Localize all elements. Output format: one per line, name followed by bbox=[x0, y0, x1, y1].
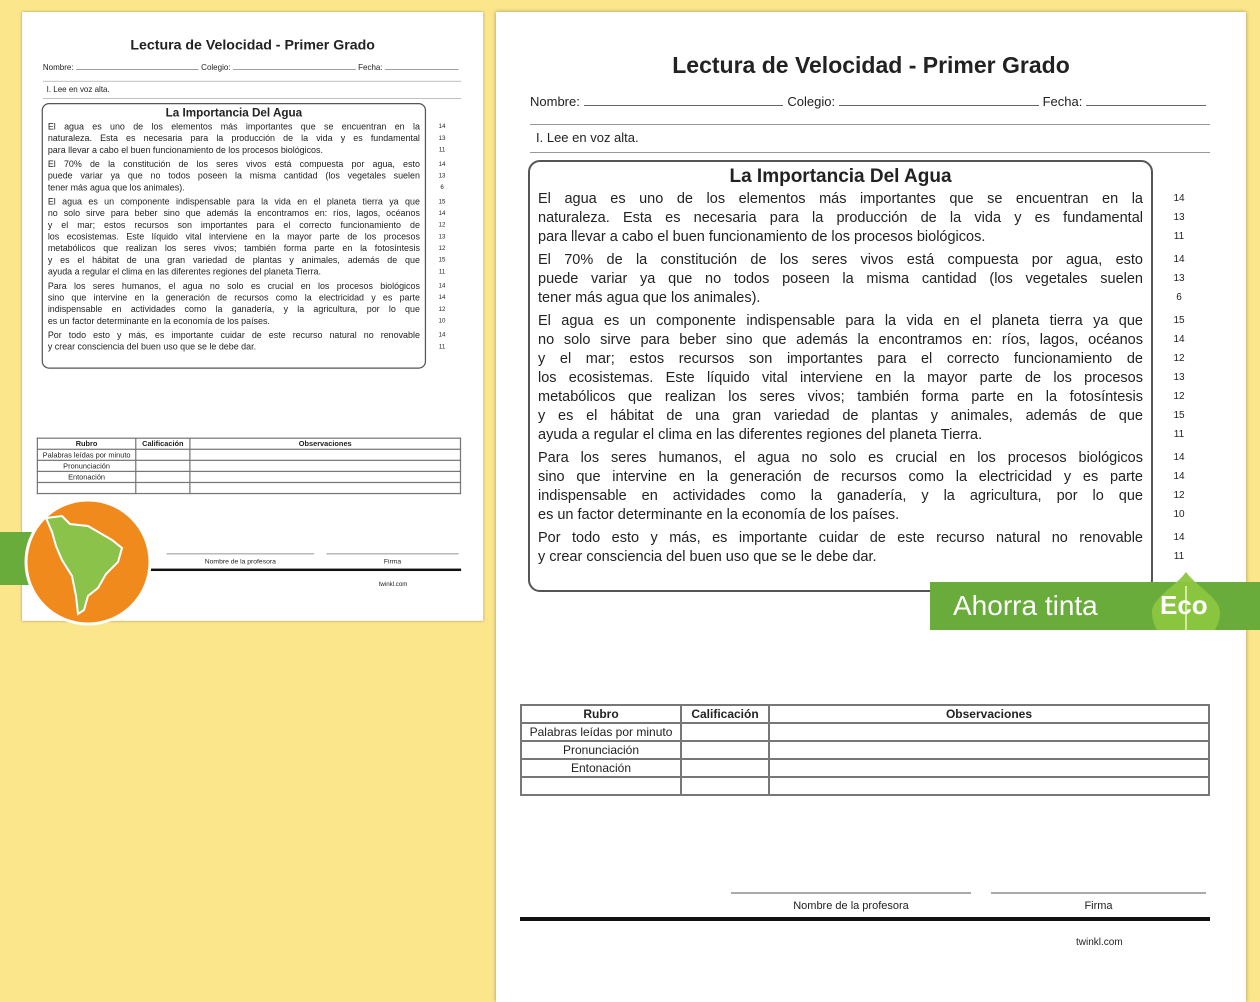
text-line: Para los seres humanos, el agua no solo es crucial en los procesos biológicos bbox=[47, 281, 420, 292]
word-count: 14 bbox=[438, 282, 446, 290]
text-line: tener más agua que los animales). bbox=[47, 182, 185, 193]
word-count: 14 bbox=[1173, 452, 1185, 463]
school-line bbox=[233, 69, 356, 70]
worksheet-preview-large bbox=[496, 12, 1246, 1002]
text-line: los ecosistemas. Este líquido vital interviene en la mayor parte de los procesos bbox=[538, 370, 1143, 386]
text-line: El 70% de la constitución de los seres vivos está compuesta por agua, esto bbox=[47, 159, 420, 170]
word-count: 13 bbox=[1173, 273, 1185, 284]
table-row bbox=[37, 460, 460, 471]
notes-cell bbox=[769, 723, 1209, 741]
header-rubro: Rubro bbox=[521, 705, 681, 723]
ink-saving-label: Ahorra tinta bbox=[953, 590, 1098, 621]
table-row bbox=[37, 449, 460, 460]
student-fields bbox=[530, 94, 1210, 109]
word-count: 13 bbox=[438, 135, 446, 142]
worksheet-title: Lectura de Velocidad - Primer Grado bbox=[672, 52, 1070, 78]
word-count: 13 bbox=[438, 172, 446, 180]
notes-cell bbox=[769, 777, 1209, 795]
table-row bbox=[521, 723, 1209, 741]
rubric-label bbox=[37, 482, 135, 493]
word-count: 6 bbox=[440, 184, 444, 191]
text-line: El 70% de la constitución de los seres vivos está compuesta por agua, esto bbox=[538, 252, 1143, 268]
word-count: 14 bbox=[438, 294, 446, 302]
text-line: y crear consciencia del buen uso que se le debe dar. bbox=[538, 549, 877, 565]
word-count: 12 bbox=[1173, 391, 1185, 402]
word-count: 12 bbox=[1173, 353, 1185, 364]
word-count: 14 bbox=[1173, 532, 1185, 543]
paragraph bbox=[538, 449, 1143, 525]
word-count: 15 bbox=[1173, 315, 1185, 326]
divider bbox=[530, 124, 1210, 125]
word-count: 14 bbox=[1173, 471, 1185, 482]
grade-cell bbox=[136, 471, 190, 482]
reading-box bbox=[528, 160, 1153, 592]
header-calificacion: Calificación bbox=[136, 438, 190, 449]
text-line: para llevar a cabo el buen funcionamiento de los procesos biológicos. bbox=[538, 229, 986, 245]
word-count: 11 bbox=[438, 268, 446, 276]
paragraph bbox=[48, 281, 420, 328]
word-count: 15 bbox=[1173, 410, 1185, 421]
grade-cell bbox=[681, 741, 769, 759]
word-count: 12 bbox=[438, 221, 446, 229]
text-line: naturaleza. Esta es necesaria para la producción de la vida y es fundamental bbox=[538, 210, 1143, 226]
text-line: metabólicos que realizan los seres vivos; también forma parte en la fotosíntesis bbox=[538, 389, 1143, 405]
text-line: indispensable en actividades como la ganadería, y la agricultura, por lo que bbox=[47, 304, 420, 315]
notes-cell bbox=[190, 471, 461, 482]
instruction: I. Lee en voz alta. bbox=[536, 130, 639, 145]
reading-title: La Importancia Del Agua bbox=[729, 166, 952, 187]
header-calificacion: Calificación bbox=[681, 705, 769, 723]
table-row bbox=[521, 759, 1209, 777]
date-line bbox=[1086, 105, 1206, 106]
text-line: indispensable en actividades como la ganadería, y la agricultura, por lo que bbox=[538, 488, 1143, 504]
notes-cell bbox=[769, 759, 1209, 777]
notes-cell bbox=[190, 460, 461, 471]
word-count: 14 bbox=[1173, 193, 1185, 204]
text-line: y el mar; estos recursos son importantes para el correcto funcionamiento de bbox=[47, 220, 420, 231]
table-row bbox=[37, 482, 460, 493]
paragraph bbox=[538, 251, 1143, 308]
rubric-label: Entonación bbox=[37, 471, 135, 482]
text-line: El agua es uno de los elementos más importantes que se encuentran en la bbox=[538, 191, 1143, 207]
text-line: no solo sirve para beber sino que además la encontramos en: ríos, lagos, océanos bbox=[47, 208, 420, 219]
divider bbox=[530, 152, 1210, 153]
school-line bbox=[839, 105, 1039, 106]
word-count: 13 bbox=[1173, 372, 1185, 383]
worksheet-title: Lectura de Velocidad - Primer Grado bbox=[130, 36, 375, 53]
signature-line: Firma bbox=[326, 553, 458, 565]
south-america-badge-icon bbox=[22, 496, 154, 628]
student-fields bbox=[43, 62, 461, 71]
word-count: 11 bbox=[438, 343, 446, 351]
text-line: y el mar; estos recursos son importantes para el correcto funcionamiento de bbox=[538, 351, 1143, 367]
text-line: Por todo esto y más, es importante cuidar de este recurso natural no renovable bbox=[538, 530, 1143, 546]
instruction: I. Lee en voz alta. bbox=[46, 84, 110, 94]
grade-cell bbox=[681, 723, 769, 741]
text-line: es un factor determinante en la economía de los países. bbox=[47, 316, 270, 327]
rubric-label: Palabras leídas por minuto bbox=[521, 723, 681, 741]
word-count: 12 bbox=[1173, 490, 1185, 501]
school-label: Colegio: bbox=[787, 94, 836, 109]
name-label: Nombre: bbox=[530, 94, 580, 109]
text-line: El agua es uno de los elementos más importantes que se encuentran en la bbox=[47, 122, 420, 132]
word-count: 11 bbox=[1173, 231, 1185, 242]
paragraph bbox=[538, 529, 1143, 567]
grade-cell bbox=[136, 460, 190, 471]
eco-label: Eco bbox=[1160, 590, 1208, 620]
word-count: 10 bbox=[438, 317, 446, 325]
paragraph bbox=[538, 190, 1143, 247]
word-count: 14 bbox=[1173, 254, 1185, 265]
text-line: ayuda a regular el clima en las diferentes regiones del planeta Tierra. bbox=[538, 427, 983, 443]
paragraph bbox=[48, 330, 420, 353]
footer-url: twinkl.com bbox=[1076, 937, 1123, 948]
footer-url: twinkl.com bbox=[378, 580, 408, 588]
table-row bbox=[521, 777, 1209, 795]
word-count: 12 bbox=[438, 245, 446, 252]
word-count: 10 bbox=[1173, 509, 1185, 520]
text-line: sino que intervine en la generación de recursos como la electricidad y es parte bbox=[47, 293, 420, 303]
word-count: 11 bbox=[1173, 429, 1185, 440]
text-line: puede variar ya que no todos poseen la misma cantidad (los vegetales suelen bbox=[538, 271, 1143, 287]
paragraph bbox=[538, 312, 1143, 445]
divider bbox=[43, 98, 461, 99]
word-count: 14 bbox=[438, 160, 446, 168]
word-count: 14 bbox=[438, 123, 446, 131]
word-count: 11 bbox=[438, 146, 446, 154]
teacher-name-line: Nombre de la profesora bbox=[167, 553, 315, 565]
text-line: y es el hábitat de una gran variedad de plantas y animales, además de que bbox=[47, 255, 420, 266]
grade-cell bbox=[681, 759, 769, 777]
footer-rule bbox=[520, 917, 1210, 921]
reading-title: La Importancia Del Agua bbox=[165, 106, 303, 120]
rubric-label: Palabras leídas por minuto bbox=[37, 449, 135, 460]
school-label: Colegio: bbox=[201, 62, 231, 72]
word-count: 14 bbox=[1173, 334, 1185, 345]
header-rubro: Rubro bbox=[37, 438, 135, 449]
rubric-table bbox=[37, 438, 461, 495]
grade-cell bbox=[136, 482, 190, 493]
text-line: metabólicos que realizan los seres vivos; también forma parte en la fotosíntesis bbox=[47, 243, 420, 254]
date-label: Fecha: bbox=[1042, 94, 1083, 109]
date-line bbox=[385, 69, 459, 70]
date-label: Fecha: bbox=[358, 62, 383, 72]
word-count: 13 bbox=[438, 233, 446, 241]
text-line: puede variar ya que no todos poseen la misma cantidad (los vegetales suelen bbox=[47, 171, 420, 182]
word-count: 15 bbox=[438, 256, 446, 264]
header-observaciones: Observaciones bbox=[769, 705, 1209, 723]
word-count: 11 bbox=[1173, 551, 1185, 562]
text-line: El agua es un componente indispensable para la vida en el planeta tierra ya que bbox=[538, 313, 1143, 329]
text-line: para llevar a cabo el buen funcionamiento de los procesos biológicos. bbox=[47, 145, 323, 156]
text-line: y crear consciencia del buen uso que se le debe dar. bbox=[47, 342, 257, 353]
rubric-table bbox=[520, 704, 1210, 796]
rubric-label bbox=[521, 777, 681, 795]
notes-cell bbox=[190, 449, 461, 460]
text-line: naturaleza. Esta es necesaria para la producción de la vida y es fundamental bbox=[47, 133, 420, 144]
table-row bbox=[37, 471, 460, 482]
word-count: 13 bbox=[1173, 212, 1185, 223]
text-line: Por todo esto y más, es importante cuidar de este recurso natural no renovable bbox=[47, 330, 420, 341]
notes-cell bbox=[190, 482, 461, 493]
word-count: 14 bbox=[438, 210, 446, 217]
table-row bbox=[521, 741, 1209, 759]
name-line bbox=[76, 69, 199, 70]
word-count: 15 bbox=[438, 198, 446, 206]
name-line bbox=[584, 105, 784, 106]
word-count: 12 bbox=[438, 305, 446, 313]
paragraph bbox=[48, 121, 420, 156]
teacher-name-line: Nombre de la profesora bbox=[731, 892, 971, 912]
rubric-label: Pronunciación bbox=[37, 460, 135, 471]
text-line: los ecosistemas. Este líquido vital interviene en la mayor parte de los procesos bbox=[47, 232, 420, 243]
rubric-label: Entonación bbox=[521, 759, 681, 777]
paragraph bbox=[48, 159, 420, 194]
text-line: tener más agua que los animales). bbox=[538, 290, 761, 306]
text-line: y es el hábitat de una gran variedad de plantas y animales, además de que bbox=[538, 408, 1143, 424]
text-line: es un factor determinante en la economía de los países. bbox=[538, 507, 900, 523]
divider bbox=[43, 81, 461, 82]
reading-box bbox=[42, 103, 426, 369]
text-line: Para los seres humanos, el agua no solo es crucial en los procesos biológicos bbox=[538, 450, 1143, 466]
text-line: ayuda a regular el clima en las diferentes regiones del planeta Tierra. bbox=[47, 267, 321, 278]
notes-cell bbox=[769, 741, 1209, 759]
paragraph bbox=[48, 197, 420, 279]
rubric-label: Pronunciación bbox=[521, 741, 681, 759]
name-label: Nombre: bbox=[42, 62, 74, 72]
text-line: El agua es un componente indispensable para la vida en el planeta tierra ya que bbox=[47, 197, 420, 207]
text-line: no solo sirve para beber sino que además la encontramos en: ríos, lagos, océanos bbox=[538, 332, 1143, 348]
word-count: 6 bbox=[1176, 292, 1182, 303]
grade-cell bbox=[681, 777, 769, 795]
grade-cell bbox=[136, 449, 190, 460]
signature-line: Firma bbox=[991, 892, 1206, 912]
word-count: 14 bbox=[438, 331, 446, 339]
text-line: sino que intervine en la generación de recursos como la electricidad y es parte bbox=[538, 469, 1143, 485]
header-observaciones: Observaciones bbox=[190, 438, 461, 449]
